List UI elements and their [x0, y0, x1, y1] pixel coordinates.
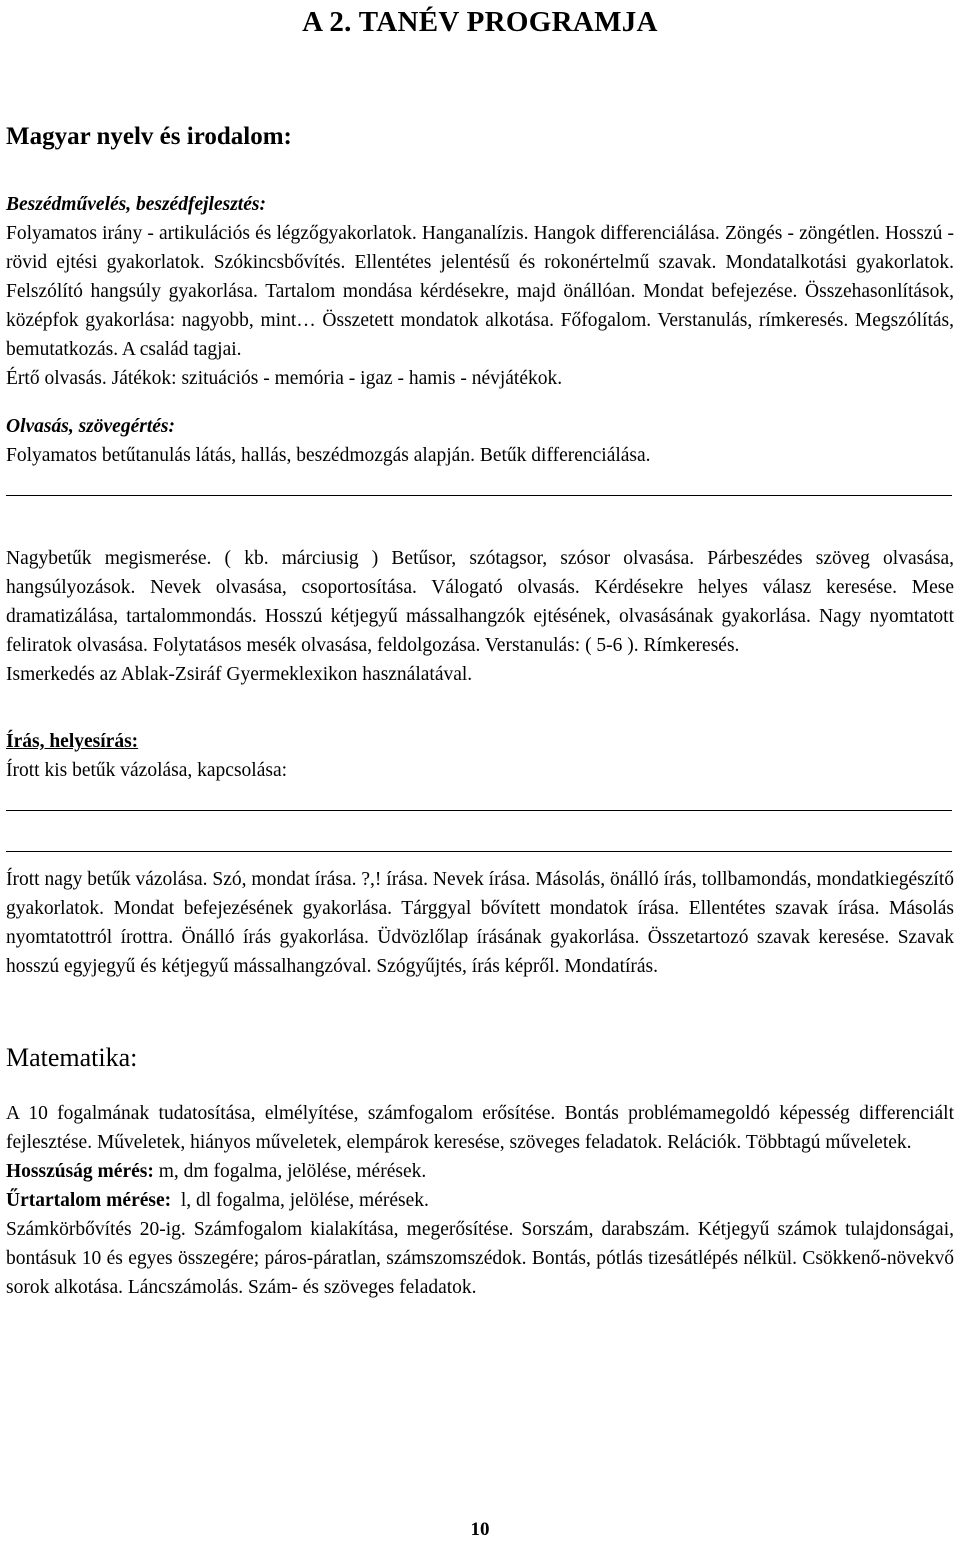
section-heading-matematika: Matematika:	[6, 1043, 138, 1072]
document-title: A 2. TANÉV PROGRAMJA	[302, 6, 658, 38]
hosszusag-text: m, dm fogalma, jelölése, mérések.	[153, 1161, 427, 1182]
section-heading-magyar: Magyar nyelv és irodalom:	[6, 123, 292, 150]
page-number: 10	[470, 1519, 490, 1540]
paragraph-iras: Írott nagy betűk vázolása. Szó, mondat írása. ?,! írása. Nevek írása. Másolás, önálló írás, tollbamondás, mondatkiegészítő gyakorlatok. Mondat befejezésének gyakorlása. Tárggyal bővített mondatok írása. Ellentétes szavak írása. Másolás nyomtatottról írottra. Önálló írás gyakorlása. Üdvözlőlap írásának gyakorlása. Összetartozó szavak keresése. Szavak hosszú egyjegyű és kétjegyű mássalhangzóval. Szógyűjtés, írás képről. Mondatírás.	[6, 869, 954, 977]
hosszusag-label: Hosszúság mérés:	[6, 1161, 154, 1182]
blank-line-1	[6, 495, 952, 496]
urtartalom-text: l, dl fogalma, jelölése, mérések.	[171, 1190, 429, 1211]
subheading-beszedmuveles: Beszédművelés, beszédfejlesztés:	[6, 194, 266, 215]
paragraph-urtartalom	[6, 1186, 954, 1215]
paragraph-beszedmuveles: Folyamatos irány - artikulációs és légzőgyakorlatok. Hanganalízis. Hangok differenciálása. Zöngés - zöngétlen. Hosszú - rövid ejtési gyakorlatok. Szókincsbővítés. Ellentétes jelentésű és rokonértelmű szavak. Mondatalkotási gyakorlatok. Felszólító hangsúly gyakorlása. Tartalom mondása kérdésekre, majd önállóan. Mondat befejezése. Összehasonlítások, középfok gyakorlása: nagyobb, mint… Összetett mondatok alkotása. Főfogalom. Verstanulás, rímkeresés. Megszólítás, bemutatkozás. A család tagjai.	[6, 223, 954, 360]
paragraph-iras-intro: Írott kis betűk vázolása, kapcsolása:	[6, 760, 288, 781]
urtartalom-label: Űrtartalom mérése:	[6, 1190, 172, 1211]
paragraph-lexikon: Ismerkedés az Ablak-Zsiráf Gyermeklexikon használatával.	[6, 664, 473, 685]
subheading-iras: Írás, helyesírás:	[6, 731, 139, 752]
blank-line-2	[6, 810, 952, 811]
blank-line-3	[6, 851, 952, 852]
paragraph-hosszusag	[6, 1157, 954, 1186]
paragraph-erto-olvasas: Értő olvasás. Játékok: szituációs - memória - igaz - hamis - névjátékok.	[6, 368, 563, 389]
paragraph-matek-2: Számkörbővítés 20-ig. Számfogalom kialakítása, megerősítése. Sorszám, darabszám. Kétjegyű számok tulajdonságai, bontásuk 10 és egyes összegére; páros-páratlan, számszomszédok. Bontás, pótlás tizesátlépés nélkül. Csökkenő-növekvő sorok alkotása. Láncszámolás. Szám- és szöveges feladatok.	[6, 1219, 954, 1298]
subheading-olvasas: Olvasás, szövegértés:	[6, 416, 175, 437]
paragraph-matek-1: A 10 fogalmának tudatosítása, elmélyítése, számfogalom erősítése. Bontás problémamegoldó képesség differenciált fejlesztése. Műveletek, hiányos műveletek, elempárok keresése, szöveges feladatok. Relációk. Többtagú műveletek.	[6, 1103, 954, 1153]
paragraph-olvasas: Nagybetűk megismerése. ( kb. márciusig ) Betűsor, szótagsor, szósor olvasása. Párbeszédes szöveg olvasása, hangsúlyozások. Nevek olvasása, csoportosítása. Válogató olvasás. Kérdésekre helyes válasz keresése. Mese dramatizálása, tartalommondás. Hosszú kétjegyű mássalhangzók ejtésének, olvasásának gyakorlása. Nagy nyomtatott feliratok olvasása. Folytatásos mesék olvasása, feldolgozása. Verstanulás: ( 5-6 ). Rímkeresés.	[6, 548, 954, 656]
paragraph-olvasas-intro: Folyamatos betűtanulás látás, hallás, beszédmozgás alapján. Betűk differenciálása.	[6, 445, 651, 466]
document-page	[6, 0, 954, 1302]
